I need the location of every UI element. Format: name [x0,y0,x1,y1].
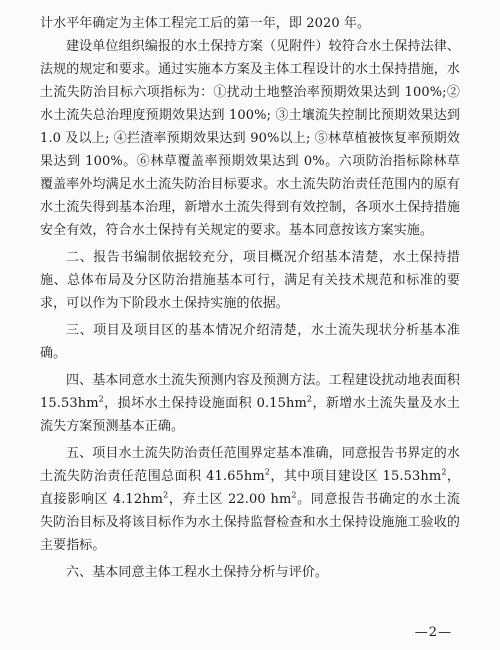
section-5-text-d: ，弃土区 22.00 hm [168,492,292,507]
section-4-text-b: ，损坏水土保持设施面积 0.15hm [103,396,307,411]
section-5-text-b: ，其中项目建设区 15.53hm [270,469,442,484]
superscript: 2 [306,394,313,404]
section-5-text-e: 。同意报告书确定的水土流失防治目标及将该目标作为水土保持监督检查和水土保持设施施工验收的主要指标。 [40,492,461,553]
paragraph-plan-approval: 建设单位组织编报的水土保持方案（见附件）较符合水土保持法律、法规的规定和要求。通过实施本方案及主体工程设计的水土保持措施，水土流失防治目标六项指标为：①扰动土地整治率预期效果达到 100%;②水土流失总治理度预期效果达到 100%; ③土壤流失控制比预期效果达到 1.0 及以上; ④拦渣率预期效果达到 90%以上; ⑤林草植被恢复率预期效果达到 100%。⑥林草覆盖率预期效果达到 0%。六项防治指标除林草覆盖率外均满足水土流失防治目标要求。水土流失防治责任范围内的原有水土流失得到基本治理，新增水土流失得到有效控制，各项水土保持措施安全有效，符合水土保持有关规定的要求。基本同意按该方案实施。 [40,39,460,238]
superscript: 2 [291,490,297,500]
paragraph-intro-continuation: 计水平年确定为主体工程完工后的第一年，即 2020 年。 [40,16,371,31]
page-number: —2— [414,625,452,640]
paragraph-section-3: 三、项目及项目区的基本情况介绍清楚，水土流失现状分析基本准确。 [40,323,460,361]
section-4-text-a: 四、基本同意水土流失预测内容及预测方法。工程建设扰动地表面积 15.53hm [40,373,460,411]
superscript: 2 [98,394,104,404]
paragraph-section-2: 二、报告书编制依据较充分，项目概况介绍基本清楚，水土保持措施、总体布局及分区防治措施基本可行，满足有关技术规范和标准的要求，可以作为下阶段水土保持实施的依据。 [40,250,460,311]
paragraph-section-4 [40,369,460,438]
superscript: 2 [264,467,270,477]
superscript: 2 [441,467,447,477]
paragraph-section-5 [40,442,460,557]
superscript: 2 [163,490,169,500]
paragraph-section-6: 六、基本同意主体工程水土保持分析与评价。 [66,565,329,580]
section-5-text-c: ，直接影响区 4.12hm [40,469,460,507]
section-4-text-c: ，新增水土流失量及水土流失方案预测基本正确。 [40,396,461,434]
section-5-text-a: 五、项目水土流失防治责任范围界定基本准确，同意报告书界定的水土流失防治责任范围总面积 41.65hm [40,446,460,484]
